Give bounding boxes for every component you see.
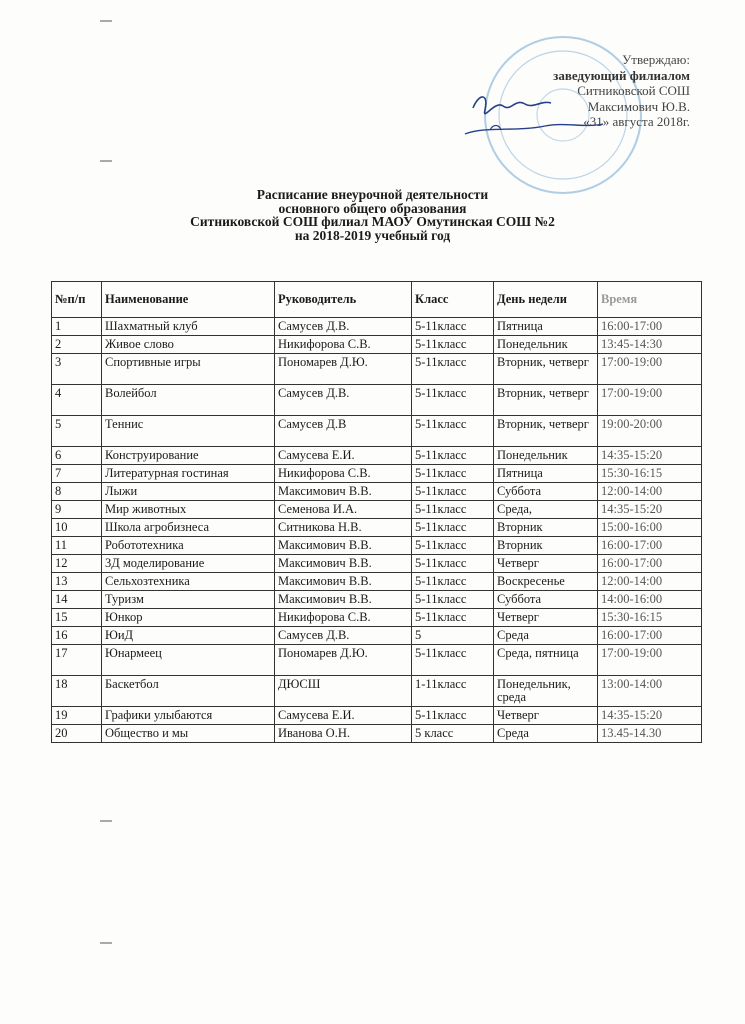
- table-row: [52, 573, 702, 591]
- cell-leader: Самусев Д.В.: [275, 627, 412, 645]
- table-row: [52, 416, 702, 447]
- cell-day: Суббота: [494, 591, 598, 609]
- table-row: [52, 676, 702, 707]
- cell-day: Среда: [494, 725, 598, 743]
- cell-class: 5-11класс: [412, 465, 494, 483]
- header-day: День недели: [494, 282, 598, 318]
- cell-number: 2: [52, 336, 102, 354]
- cell-class: 5-11класс: [412, 645, 494, 676]
- cell-time: 16:00-17:00: [598, 537, 702, 555]
- cell-name: ЮиД: [102, 627, 275, 645]
- cell-day: Вторник, четверг: [494, 354, 598, 385]
- cell-day: Понедельник: [494, 447, 598, 465]
- table-row: [52, 609, 702, 627]
- cell-time: 12:00-14:00: [598, 573, 702, 591]
- cell-day: Четверг: [494, 555, 598, 573]
- cell-leader: Максимович В.В.: [275, 573, 412, 591]
- cell-time: 19:00-20:00: [598, 416, 702, 447]
- cell-time: 17:00-19:00: [598, 645, 702, 676]
- cell-leader: Иванова О.Н.: [275, 725, 412, 743]
- approval-line: «31» августа 2018г.: [583, 114, 690, 129]
- table-row: [52, 725, 702, 743]
- cell-number: 10: [52, 519, 102, 537]
- cell-time: 15:30-16:15: [598, 465, 702, 483]
- cell-number: 7: [52, 465, 102, 483]
- table-row: [52, 354, 702, 385]
- cell-class: 5-11класс: [412, 318, 494, 336]
- cell-number: 11: [52, 537, 102, 555]
- cell-number: 6: [52, 447, 102, 465]
- cell-number: 8: [52, 483, 102, 501]
- table-row: [52, 447, 702, 465]
- cell-name: Конструирование: [102, 447, 275, 465]
- cell-class: 5-11класс: [412, 555, 494, 573]
- approval-line: Максимович Ю.В.: [587, 98, 690, 114]
- table-row: [52, 385, 702, 416]
- cell-number: 17: [52, 645, 102, 676]
- cell-time: 17:00-19:00: [598, 385, 702, 416]
- cell-class: 5-11класс: [412, 573, 494, 591]
- approval-line: заведующий филиалом: [553, 67, 690, 83]
- cell-leader: Никифорова С.В.: [275, 465, 412, 483]
- header-time: Время: [598, 282, 702, 318]
- cell-number: 13: [52, 573, 102, 591]
- cell-day: Пятница: [494, 465, 598, 483]
- title-line: основного общего образования: [278, 200, 467, 216]
- table-row: [52, 555, 702, 573]
- scan-mark: [100, 20, 112, 22]
- cell-class: 5-11класс: [412, 447, 494, 465]
- cell-day: Пятница: [494, 318, 598, 336]
- cell-name: Спортивные игры: [102, 354, 275, 385]
- cell-name: Общество и мы: [102, 725, 275, 743]
- table-row: [52, 465, 702, 483]
- header-leader: Руководитель: [275, 282, 412, 318]
- table-row: [52, 591, 702, 609]
- title-line: Расписание внеурочной деятельности: [256, 187, 489, 202]
- cell-name: Школа агробизнеса: [102, 519, 275, 537]
- cell-name: Живое слово: [102, 336, 275, 354]
- cell-time: 13:45-14:30: [598, 336, 702, 354]
- cell-time: 14:35-15:20: [598, 707, 702, 725]
- cell-day: Вторник: [494, 537, 598, 555]
- header-number: №п/п: [52, 282, 102, 318]
- cell-leader: Максимович В.В.: [275, 537, 412, 555]
- cell-day: Вторник: [494, 519, 598, 537]
- cell-class: 5-11класс: [412, 609, 494, 627]
- cell-day: Четверг: [494, 609, 598, 627]
- cell-class: 5-11класс: [412, 354, 494, 385]
- cell-number: 14: [52, 591, 102, 609]
- cell-leader: Самусева Е.И.: [275, 447, 412, 465]
- cell-number: 1: [52, 318, 102, 336]
- cell-class: 5-11класс: [412, 416, 494, 447]
- cell-class: 5-11класс: [412, 537, 494, 555]
- cell-leader: Никифорова С.В.: [275, 609, 412, 627]
- cell-time: 15:00-16:00: [598, 519, 702, 537]
- cell-name: Волейбол: [102, 385, 275, 416]
- cell-number: 18: [52, 676, 102, 707]
- cell-name: Мир животных: [102, 501, 275, 519]
- cell-class: 5 класс: [412, 725, 494, 743]
- cell-leader: Пономарев Д.Ю.: [275, 645, 412, 676]
- cell-day: Суббота: [494, 483, 598, 501]
- table-row: [52, 519, 702, 537]
- scan-mark: [100, 820, 112, 822]
- title-line: Ситниковской СОШ филиал МАОУ Омутинская СОШ №2: [190, 214, 555, 229]
- cell-time: 13.45-14.30: [598, 725, 702, 743]
- cell-leader: Максимович В.В.: [275, 555, 412, 573]
- cell-name: Юнкор: [102, 609, 275, 627]
- cell-name: Туризм: [102, 591, 275, 609]
- cell-class: 5: [412, 627, 494, 645]
- cell-time: 14:00-16:00: [598, 591, 702, 609]
- document-title: [0, 188, 745, 242]
- header-class: Класс: [412, 282, 494, 318]
- cell-name: Юнармеец: [102, 645, 275, 676]
- cell-class: 5-11класс: [412, 519, 494, 537]
- cell-leader: Самусев Д.В.: [275, 385, 412, 416]
- table-row: [52, 336, 702, 354]
- scan-mark: [100, 160, 112, 162]
- cell-leader: Максимович В.В.: [275, 483, 412, 501]
- cell-day: Вторник, четверг: [494, 385, 598, 416]
- cell-class: 1-11класс: [412, 676, 494, 707]
- header-name: Наименование: [102, 282, 275, 318]
- cell-number: 12: [52, 555, 102, 573]
- table-row: [52, 483, 702, 501]
- title-line: на 2018-2019 учебный год: [294, 227, 451, 243]
- table-row: [52, 645, 702, 676]
- cell-name: 3Д моделирование: [102, 555, 275, 573]
- cell-leader: Никифорова С.В.: [275, 336, 412, 354]
- cell-class: 5-11класс: [412, 501, 494, 519]
- cell-time: 16:00-17:00: [598, 318, 702, 336]
- cell-name: Литературная гостиная: [102, 465, 275, 483]
- cell-name: Лыжи: [102, 483, 275, 501]
- cell-name: Графики улыбаются: [102, 707, 275, 725]
- cell-leader: Максимович В.В.: [275, 591, 412, 609]
- cell-day: Четверг: [494, 707, 598, 725]
- cell-leader: Самусев Д.В: [275, 416, 412, 447]
- cell-time: 13:00-14:00: [598, 676, 702, 707]
- approval-line: Утверждаю:: [622, 52, 690, 67]
- cell-class: 5-11класс: [412, 385, 494, 416]
- table-header-row: [52, 282, 702, 318]
- cell-class: 5-11класс: [412, 591, 494, 609]
- cell-number: 9: [52, 501, 102, 519]
- cell-name: Робототехника: [102, 537, 275, 555]
- cell-number: 19: [52, 707, 102, 725]
- cell-class: 5-11класс: [412, 483, 494, 501]
- cell-number: 20: [52, 725, 102, 743]
- schedule-table: [51, 281, 702, 743]
- table-row: [52, 707, 702, 725]
- cell-day: Воскресенье: [494, 573, 598, 591]
- cell-time: 17:00-19:00: [598, 354, 702, 385]
- approval-line: Ситниковской СОШ: [577, 83, 690, 98]
- cell-day: Вторник, четверг: [494, 416, 598, 447]
- cell-leader: Семенова И.А.: [275, 501, 412, 519]
- approval-block: [505, 52, 690, 130]
- cell-time: 12:00-14:00: [598, 483, 702, 501]
- cell-number: 4: [52, 385, 102, 416]
- cell-class: 5-11класс: [412, 707, 494, 725]
- table-row: [52, 627, 702, 645]
- cell-leader: Самусев Д.В.: [275, 318, 412, 336]
- cell-time: 14:35-15:20: [598, 501, 702, 519]
- cell-time: 16:00-17:00: [598, 555, 702, 573]
- table-row: [52, 537, 702, 555]
- table-row: [52, 318, 702, 336]
- cell-name: Баскетбол: [102, 676, 275, 707]
- cell-leader: Ситникова Н.В.: [275, 519, 412, 537]
- cell-day: Среда,: [494, 501, 598, 519]
- cell-leader: Самусева Е.И.: [275, 707, 412, 725]
- cell-number: 16: [52, 627, 102, 645]
- cell-day: Среда, пятница: [494, 645, 598, 676]
- scan-mark: [100, 942, 112, 944]
- cell-time: 16:00-17:00: [598, 627, 702, 645]
- cell-time: 14:35-15:20: [598, 447, 702, 465]
- cell-time: 15:30-16:15: [598, 609, 702, 627]
- cell-name: Теннис: [102, 416, 275, 447]
- cell-name: Шахматный клуб: [102, 318, 275, 336]
- cell-leader: Пономарев Д.Ю.: [275, 354, 412, 385]
- cell-number: 15: [52, 609, 102, 627]
- cell-day: Понедельник, среда: [494, 676, 598, 707]
- cell-number: 3: [52, 354, 102, 385]
- cell-name: Сельхозтехника: [102, 573, 275, 591]
- cell-class: 5-11класс: [412, 336, 494, 354]
- cell-leader: ДЮСШ: [275, 676, 412, 707]
- cell-day: Понедельник: [494, 336, 598, 354]
- table-row: [52, 501, 702, 519]
- cell-number: 5: [52, 416, 102, 447]
- cell-day: Среда: [494, 627, 598, 645]
